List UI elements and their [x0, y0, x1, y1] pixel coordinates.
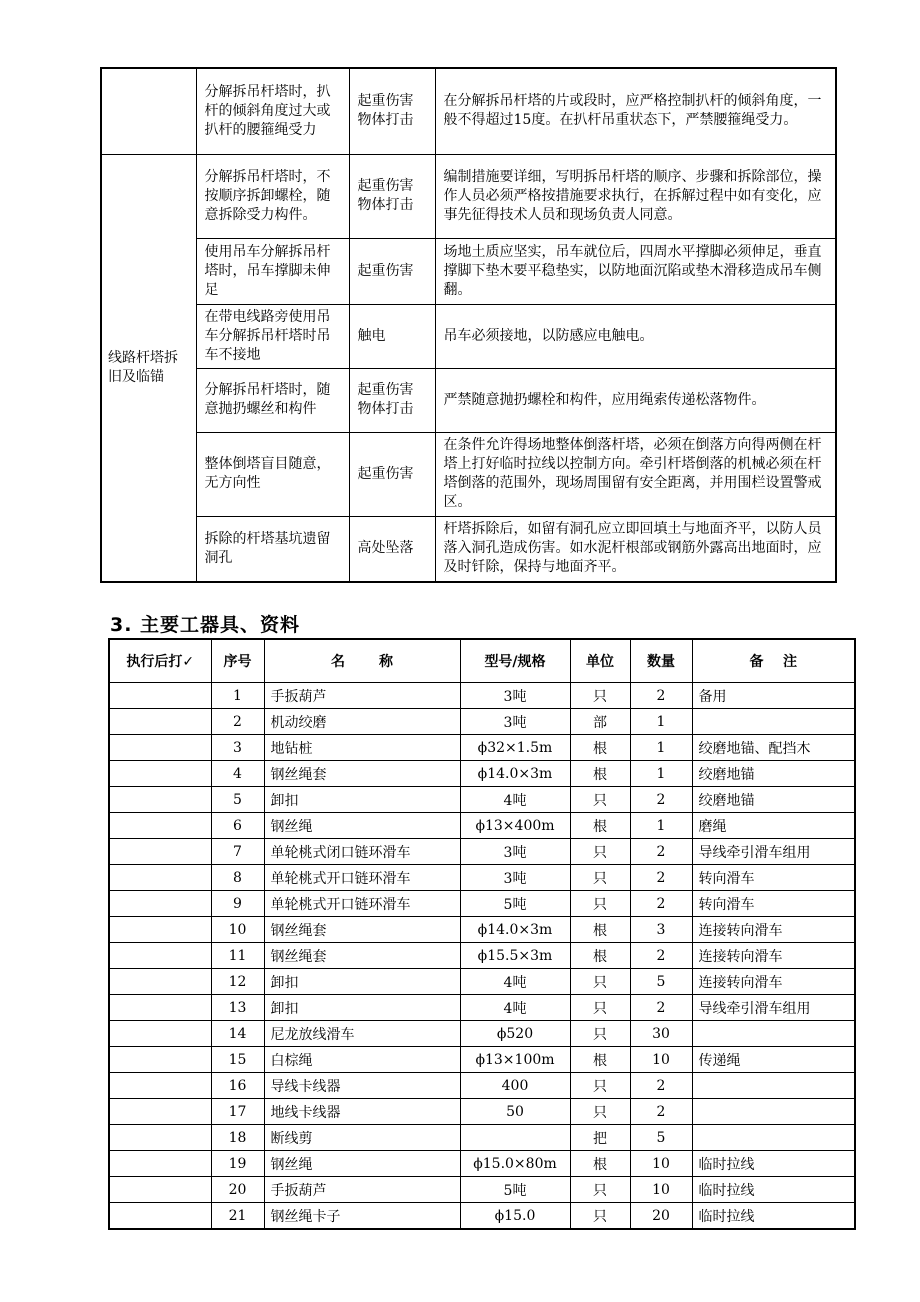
header-note: 备 注 [692, 639, 855, 683]
qty-cell: 1 [630, 709, 692, 735]
unit-cell: 部 [570, 709, 630, 735]
check-cell[interactable] [109, 1021, 211, 1047]
seq-cell: 17 [211, 1099, 264, 1125]
note-cell: 转向滑车 [692, 891, 855, 917]
control-measure: 编制措施要详细，写明拆吊杆塔的顺序、步骤和拆除部位，操作人员必须严格按措施要求执行，在拆解过程中如有变化，应事先征得技术人员和现场负责人同意。 [435, 154, 836, 238]
header-spec: 型号/规格 [460, 639, 570, 683]
qty-cell: 2 [630, 943, 692, 969]
risk-cause: 在带电线路旁使用吊车分解拆吊杆塔时吊车不接地 [196, 304, 349, 368]
qty-cell: 2 [630, 1073, 692, 1099]
check-cell[interactable] [109, 1073, 211, 1099]
name-cell: 卸扣 [264, 995, 460, 1021]
unit-cell: 只 [570, 1099, 630, 1125]
name-cell: 机动绞磨 [264, 709, 460, 735]
qty-cell: 1 [630, 735, 692, 761]
table-row [109, 1021, 855, 1047]
table-row [109, 839, 855, 865]
check-cell[interactable] [109, 865, 211, 891]
header-seq: 序号 [211, 639, 264, 683]
risk-cause: 分解拆吊杆塔时，随意抛扔螺丝和构件 [196, 368, 349, 432]
seq-cell: 19 [211, 1151, 264, 1177]
seq-cell: 9 [211, 891, 264, 917]
name-cell: 钢丝绳 [264, 813, 460, 839]
spec-cell: ϕ15.5×3m [460, 943, 570, 969]
spec-cell: ϕ14.0×3m [460, 761, 570, 787]
seq-cell: 7 [211, 839, 264, 865]
spec-cell: ϕ13×100m [460, 1047, 570, 1073]
note-cell: 绞磨地锚 [692, 761, 855, 787]
seq-cell: 10 [211, 917, 264, 943]
unit-cell: 根 [570, 1151, 630, 1177]
unit-cell: 根 [570, 761, 630, 787]
risk-cause: 分解拆吊杆塔时，不按顺序拆卸螺栓，随意拆除受力构件。 [196, 154, 349, 238]
seq-cell: 2 [211, 709, 264, 735]
qty-cell: 1 [630, 813, 692, 839]
qty-cell: 2 [630, 683, 692, 709]
table-row [109, 865, 855, 891]
seq-cell: 20 [211, 1177, 264, 1203]
note-cell: 导线牵引滑车组用 [692, 995, 855, 1021]
control-measure: 场地土质应坚实，吊车就位后，四周水平撑脚必须伸足，垂直撑脚下垫木要平稳垫实，以防地面沉陷或垫木滑移造成吊车侧翻。 [435, 238, 836, 304]
name-cell: 卸扣 [264, 969, 460, 995]
note-cell: 临时拉线 [692, 1203, 855, 1230]
hazard-type: 高处坠落 [349, 516, 435, 582]
note-cell: 绞磨地锚 [692, 787, 855, 813]
risk-cause: 整体倒塔盲目随意，无方向性 [196, 432, 349, 516]
note-cell [692, 1073, 855, 1099]
seq-cell: 12 [211, 969, 264, 995]
name-cell: 尼龙放线滑车 [264, 1021, 460, 1047]
note-cell: 备用 [692, 683, 855, 709]
name-cell: 断线剪 [264, 1125, 460, 1151]
spec-cell: 4吨 [460, 787, 570, 813]
seq-cell: 4 [211, 761, 264, 787]
spec-cell: ϕ15.0 [460, 1203, 570, 1230]
name-cell: 单轮桃式开口链环滑车 [264, 891, 460, 917]
risk-cause: 使用吊车分解拆吊杆塔时，吊车撑脚未伸足 [196, 238, 349, 304]
note-cell: 传递绳 [692, 1047, 855, 1073]
check-cell[interactable] [109, 839, 211, 865]
seq-cell: 16 [211, 1073, 264, 1099]
name-cell: 单轮桃式闭口链环滑车 [264, 839, 460, 865]
hazard-type: 起重伤害物体打击 [349, 368, 435, 432]
spec-cell: 400 [460, 1073, 570, 1099]
risk-cause: 拆除的杆塔基坑遗留洞孔 [196, 516, 349, 582]
unit-cell: 只 [570, 839, 630, 865]
note-cell: 临时拉线 [692, 1177, 855, 1203]
work-phase: 线路杆塔拆旧及临锚 [101, 154, 196, 582]
table-row [109, 813, 855, 839]
control-measure: 严禁随意抛扔螺栓和构件，应用绳索传递松落物件。 [435, 368, 836, 432]
unit-cell: 根 [570, 917, 630, 943]
unit-cell: 只 [570, 995, 630, 1021]
tools-table-body [109, 683, 855, 1230]
qty-cell: 5 [630, 1125, 692, 1151]
note-cell: 转向滑车 [692, 865, 855, 891]
check-cell[interactable] [109, 969, 211, 995]
spec-cell [460, 1125, 570, 1151]
section-title: 3. 主要工器具、资料 [110, 614, 301, 636]
unit-cell: 只 [570, 787, 630, 813]
table-row [109, 1151, 855, 1177]
name-cell: 钢丝绳套 [264, 943, 460, 969]
note-cell [692, 1021, 855, 1047]
note-cell: 导线牵引滑车组用 [692, 839, 855, 865]
table-row [101, 368, 836, 432]
table-row [109, 683, 855, 709]
table-row [109, 995, 855, 1021]
header-unit: 单位 [570, 639, 630, 683]
check-cell[interactable] [109, 709, 211, 735]
table-row [109, 1073, 855, 1099]
seq-cell: 1 [211, 683, 264, 709]
table-row [109, 761, 855, 787]
seq-cell: 18 [211, 1125, 264, 1151]
check-cell[interactable] [109, 761, 211, 787]
check-cell[interactable] [109, 1177, 211, 1203]
check-cell[interactable] [109, 917, 211, 943]
phase-cell-empty [101, 68, 196, 154]
name-cell: 单轮桃式开口链环滑车 [264, 865, 460, 891]
name-cell: 钢丝绳套 [264, 917, 460, 943]
qty-cell: 10 [630, 1047, 692, 1073]
qty-cell: 2 [630, 891, 692, 917]
check-cell[interactable] [109, 995, 211, 1021]
table-row [109, 943, 855, 969]
check-cell[interactable] [109, 1203, 211, 1230]
check-cell[interactable] [109, 1125, 211, 1151]
unit-cell: 根 [570, 1047, 630, 1073]
note-cell [692, 1099, 855, 1125]
qty-cell: 5 [630, 969, 692, 995]
check-cell[interactable] [109, 1099, 211, 1125]
name-cell: 钢丝绳套 [264, 761, 460, 787]
spec-cell: ϕ520 [460, 1021, 570, 1047]
header-name: 名 称 [264, 639, 460, 683]
table-row [109, 709, 855, 735]
tools-table [108, 638, 856, 1230]
spec-cell: ϕ15.0×80m [460, 1151, 570, 1177]
control-measure: 在分解拆吊杆塔的片或段时，应严格控制扒杆的倾斜角度，一般不得超过15度。在扒杆吊重状态下，严禁腰箍绳受力。 [435, 68, 836, 154]
risk-cause: 分解拆吊杆塔时，扒杆的倾斜角度过大或扒杆的腰箍绳受力 [196, 68, 349, 154]
table-row [109, 1047, 855, 1073]
table-row [109, 1203, 855, 1230]
note-cell: 临时拉线 [692, 1151, 855, 1177]
table-row [101, 154, 836, 238]
seq-cell: 21 [211, 1203, 264, 1230]
table-row [109, 787, 855, 813]
name-cell: 地钻桩 [264, 735, 460, 761]
qty-cell: 30 [630, 1021, 692, 1047]
unit-cell: 只 [570, 891, 630, 917]
control-measure: 在条件允许得场地整体倒落杆塔，必须在倒落方向得两侧在杆塔上打好临时拉线以控制方向。牵引杆塔倒落的机械必须在杆塔倒落的范围外，现场周围留有安全距离，并用围栏设置警戒区。 [435, 432, 836, 516]
name-cell: 导线卡线器 [264, 1073, 460, 1099]
table-row [101, 68, 836, 154]
check-cell[interactable] [109, 683, 211, 709]
name-cell: 卸扣 [264, 787, 460, 813]
qty-cell: 20 [630, 1203, 692, 1230]
unit-cell: 把 [570, 1125, 630, 1151]
spec-cell: 5吨 [460, 891, 570, 917]
qty-cell: 2 [630, 787, 692, 813]
note-cell: 连接转向滑车 [692, 969, 855, 995]
control-measure: 吊车必须接地，以防感应电触电。 [435, 304, 836, 368]
check-cell[interactable] [109, 813, 211, 839]
check-cell[interactable] [109, 891, 211, 917]
qty-cell: 2 [630, 839, 692, 865]
unit-cell: 只 [570, 1177, 630, 1203]
hazard-type: 起重伤害物体打击 [349, 154, 435, 238]
note-cell: 绞磨地锚、配挡木 [692, 735, 855, 761]
spec-cell: ϕ32×1.5m [460, 735, 570, 761]
note-cell: 连接转向滑车 [692, 917, 855, 943]
table-row [109, 1099, 855, 1125]
unit-cell: 只 [570, 865, 630, 891]
name-cell: 手扳葫芦 [264, 1177, 460, 1203]
spec-cell: 3吨 [460, 683, 570, 709]
check-cell[interactable] [109, 1047, 211, 1073]
header-qty: 数量 [630, 639, 692, 683]
name-cell: 地线卡线器 [264, 1099, 460, 1125]
table-header-row [109, 639, 855, 683]
hazard-type: 起重伤害物体打击 [349, 68, 435, 154]
note-cell [692, 709, 855, 735]
spec-cell: 3吨 [460, 839, 570, 865]
check-cell[interactable] [109, 1151, 211, 1177]
spec-cell: ϕ14.0×3m [460, 917, 570, 943]
spec-cell: 50 [460, 1099, 570, 1125]
name-cell: 钢丝绳卡子 [264, 1203, 460, 1230]
spec-cell: ϕ13×400m [460, 813, 570, 839]
table-row [109, 735, 855, 761]
seq-cell: 6 [211, 813, 264, 839]
qty-cell: 2 [630, 1099, 692, 1125]
qty-cell: 2 [630, 865, 692, 891]
note-cell: 磨绳 [692, 813, 855, 839]
check-cell[interactable] [109, 735, 211, 761]
spec-cell: 5吨 [460, 1177, 570, 1203]
unit-cell: 只 [570, 969, 630, 995]
table-row [109, 917, 855, 943]
spec-cell: 4吨 [460, 995, 570, 1021]
unit-cell: 根 [570, 813, 630, 839]
hazard-type: 起重伤害 [349, 432, 435, 516]
spec-cell: 3吨 [460, 709, 570, 735]
unit-cell: 只 [570, 1021, 630, 1047]
risk-control-table [100, 67, 837, 583]
table-row [109, 1125, 855, 1151]
hazard-type: 起重伤害 [349, 238, 435, 304]
name-cell: 白棕绳 [264, 1047, 460, 1073]
unit-cell: 只 [570, 1203, 630, 1230]
qty-cell: 1 [630, 761, 692, 787]
table-row [101, 432, 836, 516]
name-cell: 钢丝绳 [264, 1151, 460, 1177]
header-check: 执行后打✓ [109, 639, 211, 683]
control-measure: 杆塔拆除后，如留有洞孔应立即回填土与地面齐平，以防人员落入洞孔造成伤害。如水泥杆根部或钢筋外露高出地面时，应及时钎除，保持与地面齐平。 [435, 516, 836, 582]
check-cell[interactable] [109, 943, 211, 969]
spec-cell: 3吨 [460, 865, 570, 891]
table-row [109, 891, 855, 917]
table-row [101, 238, 836, 304]
note-cell: 连接转向滑车 [692, 943, 855, 969]
hazard-type: 触电 [349, 304, 435, 368]
seq-cell: 13 [211, 995, 264, 1021]
qty-cell: 3 [630, 917, 692, 943]
qty-cell: 10 [630, 1151, 692, 1177]
qty-cell: 2 [630, 995, 692, 1021]
unit-cell: 只 [570, 683, 630, 709]
note-cell [692, 1125, 855, 1151]
seq-cell: 8 [211, 865, 264, 891]
table-row [109, 969, 855, 995]
unit-cell: 只 [570, 1073, 630, 1099]
unit-cell: 根 [570, 943, 630, 969]
table-row [109, 1177, 855, 1203]
seq-cell: 14 [211, 1021, 264, 1047]
spec-cell: 4吨 [460, 969, 570, 995]
table-row [101, 304, 836, 368]
name-cell: 手扳葫芦 [264, 683, 460, 709]
check-cell[interactable] [109, 787, 211, 813]
seq-cell: 11 [211, 943, 264, 969]
table-row [101, 516, 836, 582]
unit-cell: 根 [570, 735, 630, 761]
qty-cell: 10 [630, 1177, 692, 1203]
seq-cell: 5 [211, 787, 264, 813]
seq-cell: 15 [211, 1047, 264, 1073]
seq-cell: 3 [211, 735, 264, 761]
